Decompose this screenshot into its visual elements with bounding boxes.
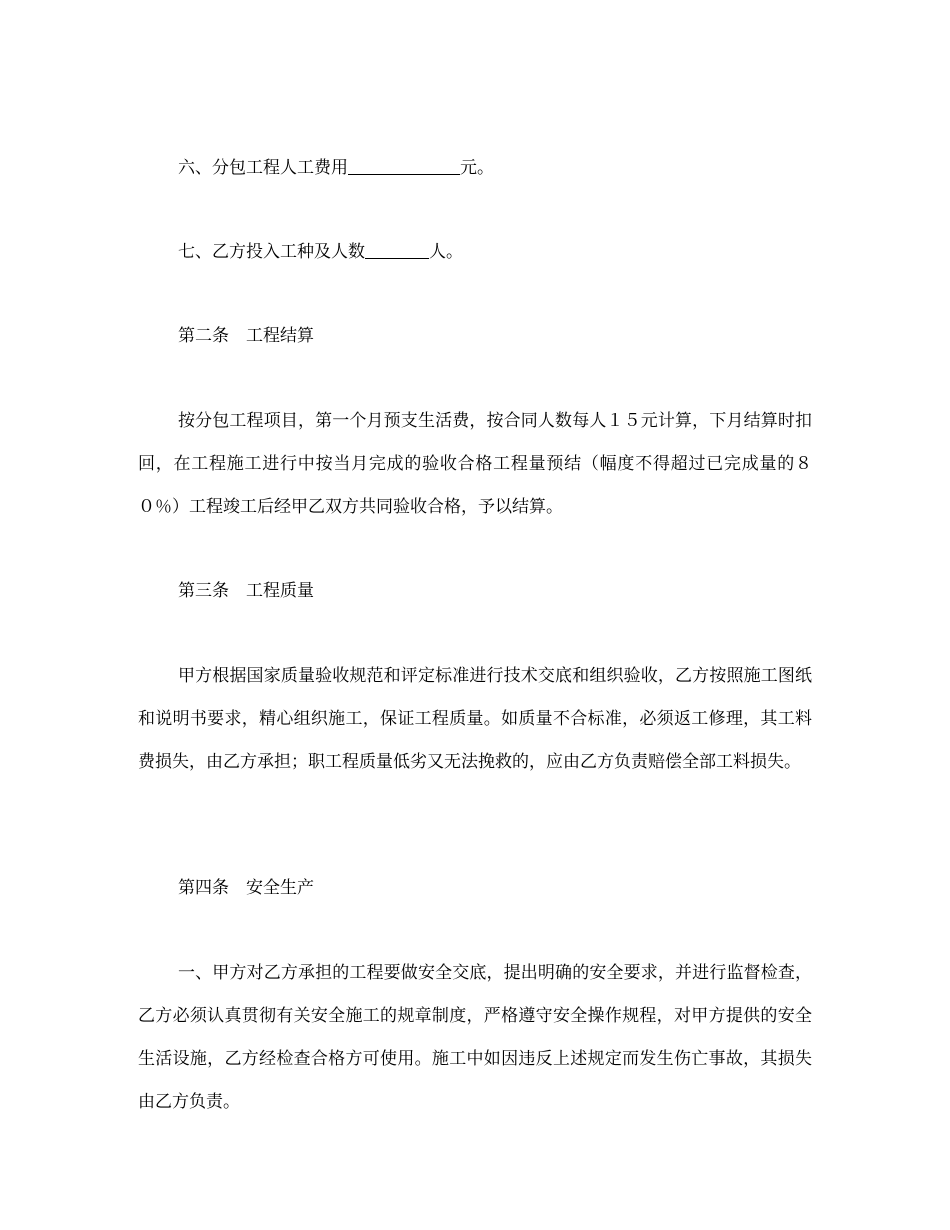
item-6-labor-cost bbox=[178, 154, 494, 182]
article-3-heading: 第三条 工程质量 bbox=[178, 581, 314, 601]
workers-count-blank bbox=[365, 240, 429, 259]
item-7-suffix: 人。 bbox=[429, 242, 463, 262]
article-4-heading: 第四条 安全生产 bbox=[178, 878, 314, 898]
labor-cost-blank bbox=[348, 156, 460, 175]
item-7-workers bbox=[178, 238, 463, 266]
item-7-prefix: 七、乙方投入工种及人数 bbox=[178, 242, 365, 262]
item-6-suffix: 元。 bbox=[460, 158, 494, 178]
article-2-heading: 第二条 工程结算 bbox=[178, 326, 314, 346]
item-6-prefix: 六、分包工程人工费用 bbox=[178, 158, 348, 178]
article-4-item-1: 一、甲方对乙方承担的工程要做安全交底，提出明确的安全要求，并进行监督检查，乙方必须认真贯彻有关安全施工的规章制度，严格遵守安全操作规程，对甲方提供的安全生活设施，乙方经检查合格方可使用。施工中如因违反上述规定而发生伤亡事故，其损失由乙方负责。 bbox=[138, 963, 812, 1112]
article-3-body: 甲方根据国家质量验收规范和评定标准进行技术交底和组织验收，乙方按照施工图纸和说明书要求，精心组织施工，保证工程质量。如质量不合标准，必须返工修理，其工料费损失，由乙方承担；职工程质量低劣又无法挽救的，应由乙方负责赔偿全部工料损失。 bbox=[138, 666, 812, 772]
article-2-body: 按分包工程项目，第一个月预支生活费，按合同人数每人１５元计算，下月结算时扣回，在工程施工进行中按当月完成的验收合格工程量预结（幅度不得超过已完成量的８０％）工程竣工后经甲乙双方共同验收合格，予以结算。 bbox=[138, 411, 812, 517]
